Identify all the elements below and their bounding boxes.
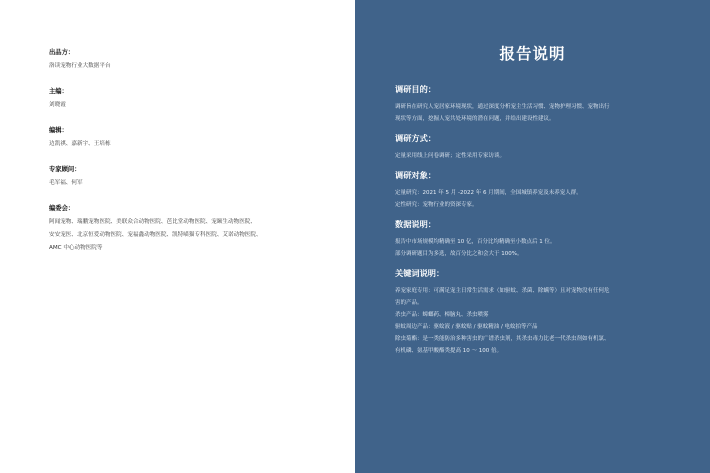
section-data-notes: [395, 219, 685, 260]
section-subjects: [395, 170, 685, 211]
section-method: [395, 133, 685, 162]
section-heading: 调研对象：: [395, 170, 436, 180]
section-heading: 调研方式：: [395, 133, 436, 143]
body-line: 除虫菊酯：是一类能防治多种害虫的广谱杀虫剂，其杀虫毒力比老一代杀虫剂如有机氯、: [395, 336, 610, 342]
credit-advisors: [49, 165, 339, 190]
body-line: 部分调研题目为多选，故百分比之和会大于 100%。: [395, 251, 523, 257]
report-sections: [395, 84, 685, 365]
body-line: 害的产品。: [395, 300, 423, 306]
body-line: 养宠家庭专用：可满足宠主日常生活需求（如驱蚊、杀菌、除螨等）且对宠物没有任何危: [395, 288, 610, 294]
section-body: [395, 150, 685, 162]
committee-line: 阿闻宠物、瑞鹏宠物医院、美联众合动物医院、芭比堂动物医院、宠颐生动物医院、: [49, 219, 256, 225]
section-body: [395, 236, 685, 260]
credit-value: 毛军福、何军: [49, 180, 83, 186]
section-purpose: [395, 84, 685, 125]
body-line: 驱蚊周边产品：驱蚊液 / 驱蚊贴 / 驱蚊精油 / 电蚊拍等产品: [395, 324, 538, 330]
credit-label: 主编：: [49, 88, 68, 95]
body-line: 现状等方面，挖掘人宠共处环境的潜在问题，并给出建设性建议。: [395, 116, 555, 122]
report-description-panel: [355, 0, 710, 473]
section-heading: 关键词说明：: [395, 268, 445, 278]
credit-label: 编委会：: [49, 205, 75, 212]
body-line: 杀虫产品：蟑螂药、樟脑丸、杀虫喷雾: [395, 312, 489, 318]
section-keywords: [395, 268, 685, 357]
section-body: [395, 285, 685, 357]
section-heading: 数据说明：: [395, 219, 436, 229]
body-line: 定性研究：宠物行业的资深专家。: [395, 202, 478, 208]
credit-editors: [49, 126, 339, 151]
body-line: 报告中市场规模均精确至 10 亿，百分比均精确至小数点后 1 位。: [395, 239, 556, 245]
credit-label: 专家顾问：: [49, 166, 81, 173]
credit-value: 边凯祺、嘉新宇、王培栋: [49, 141, 111, 147]
body-line: 定量采用线上问卷调研；定性采用专家访谈。: [395, 153, 506, 159]
credit-publisher: [49, 48, 339, 73]
credit-label: 出品方：: [49, 49, 75, 56]
credit-value: [49, 216, 339, 255]
section-body: [395, 187, 685, 211]
section-heading: 调研目的：: [395, 84, 436, 94]
body-line: 定量研究：2021 年 5 月 -2022 年 6 月期间，全国城镇养宠及未养宠人群。: [395, 190, 582, 196]
credit-value: 刘晓霞: [49, 102, 66, 108]
section-body: [395, 101, 685, 125]
credit-committee: [49, 204, 339, 255]
credit-label: 编辑：: [49, 127, 68, 134]
credits-list: [49, 48, 339, 269]
committee-line: AMC 中心动物医院等: [49, 245, 103, 251]
body-line: 有机磷、氨基甲酸酯类提高 10 ～ 100 倍。: [395, 348, 502, 354]
credit-chief-editor: [49, 87, 339, 112]
committee-line: 安安宠医、北京恒爱动物医院、宠福鑫动物医院、凯特喵猫专科医院、艾诺动物医院、: [49, 232, 262, 238]
report-title: 报告说明: [499, 45, 566, 63]
body-line: 调研旨在研究人宠居家环境现状，通过深度分析宠主生活习惯、宠物护理习惯、宠物出行: [395, 104, 610, 110]
credit-value: 洛读宠物行业大数据平台: [49, 63, 111, 69]
